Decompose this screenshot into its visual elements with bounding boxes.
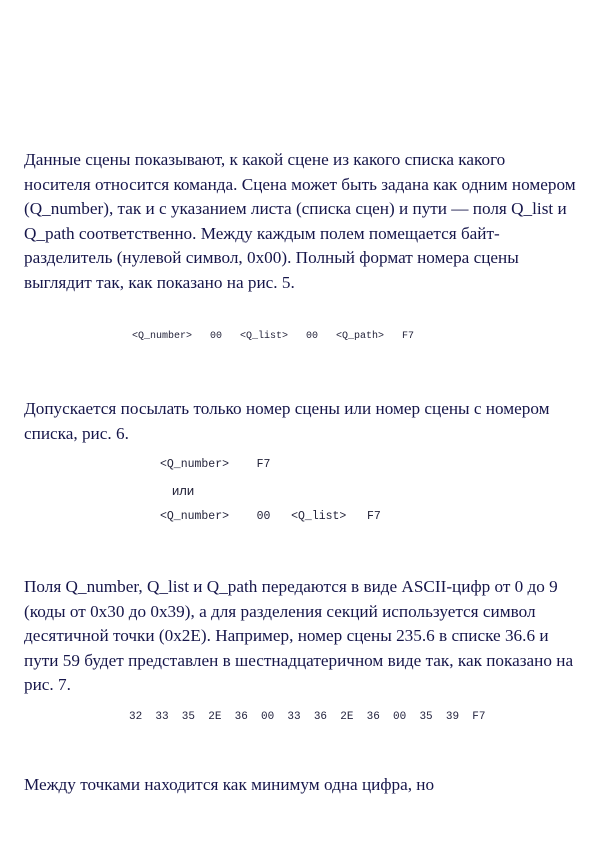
figure-5-full-format: <Q_number> 00 <Q_list> 00 <Q_path> F7 — [132, 331, 415, 342]
paragraph-ascii-fields: Поля Q_number, Q_list и Q_path передаются в виде ASCII-цифр от 0 до 9 (коды от 0x30 до 0x39), а для разделения секций используется символ десятичной точки (0x2E). Например, номер сцены 235.6 в списке 36.6 и пути 59 будет представлен в шестнадцатеричном виде так, как показано на рис. 7. — [24, 577, 574, 695]
paragraph-short-format: Допускается посылать только номер сцены или номер сцены с номером списка, рис. 6. — [24, 399, 550, 443]
paragraph-digits-between-dots: Между точками находится как минимум одна цифра, но — [24, 775, 435, 794]
figure-6-line-2: <Q_number> 00 <Q_list> F7 — [160, 510, 381, 523]
figure-6-line-1: <Q_number> F7 — [160, 458, 271, 471]
figure-7-hex-example: 32 33 35 2E 36 00 33 36 2E 36 00 35 39 F7 — [129, 711, 486, 723]
paragraph-scene-data: Данные сцены показывают, к какой сцене из какого списка какого носителя относится команда. Сцена может быть задана как одним номером (Q_number), так и с указанием листа (списка сцен) и пути — поля Q_list и Q_path соответственно. Между каждым полем помещается байт-разделитель (нулевой символ, 0x00). Полный формат номера сцены выглядит так, как показано на рис. 5. — [24, 150, 576, 292]
figure-6-or-label: или — [172, 483, 195, 498]
